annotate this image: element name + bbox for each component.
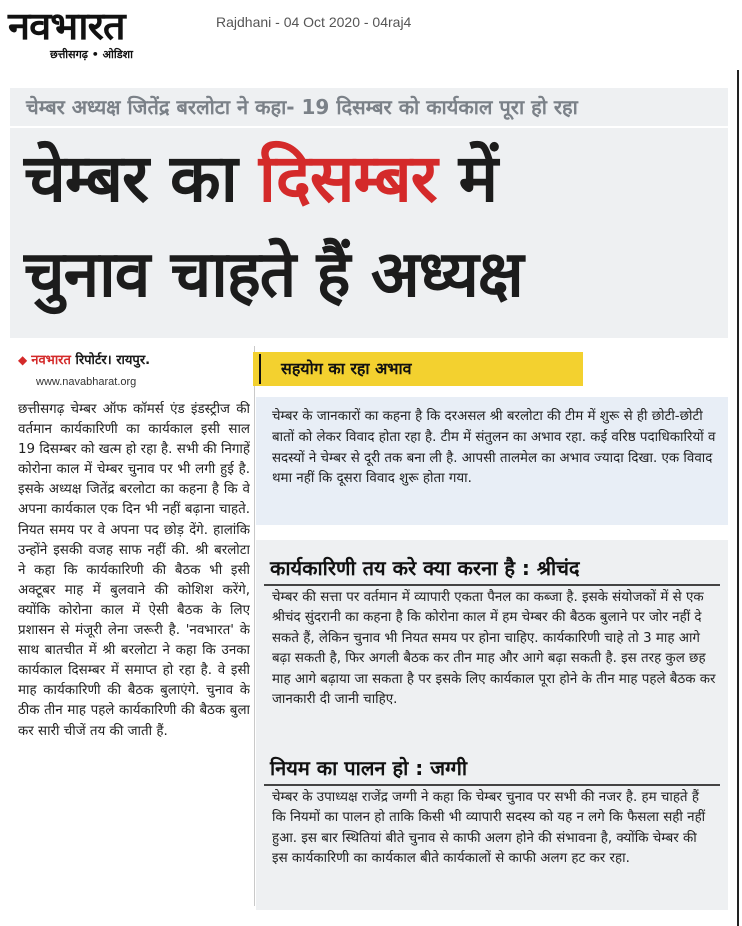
- subheading-rule: [264, 784, 720, 786]
- article-strapline: चेम्बर अध्यक्ष जितेंद्र बरलोटा ने कहा- 19 दिसम्बर को कार्यकाल पूरा हो रहा: [10, 88, 728, 126]
- website-url: www.navabharat.org: [36, 376, 137, 388]
- byline-brand: नवभारत: [31, 353, 71, 368]
- edition-info: Rajdhani - 04 Oct 2020 - 04raj4: [216, 14, 412, 30]
- byline-reporter: रिपोर्टर। रायपुर.: [70, 353, 151, 368]
- headline-part-end: में: [436, 140, 498, 217]
- section-tag: सहयोग का रहा अभाव: [253, 352, 583, 386]
- column-divider: [254, 346, 255, 906]
- info-box-lack-of-cooperation: चेम्बर के जानकारों का कहना है कि दरअसल श्री बरलोटा की टीम में शुरू से ही छोटी-छोटी बातों को लेकर विवाद होता रहा है. टीम में संतुलन का अभाव रहा. कई वरिष्ठ पदाधिकारियों व सदस्यों ने चेम्बर से दूरी तक बना ली है. आपसी तालमेल का अभाव ज्यादा दिखा. एक विवाद थमा नहीं कि दूसरा विवाद शुरू होता गया.: [256, 397, 728, 525]
- paragraph-jaggi: चेम्बर के उपाध्यक्ष राजेंद्र जग्गी ने कहा कि चेम्बर चुनाव पर सभी की नजर है. हम चाहते हैं कि नियमों का पालन हो ताकि किसी भी व्यापारी सदस्य को यह न लगे कि फैसला सही नहीं हुआ. इस बार स्थितियां बीते चुनाव से काफी अलग होने की संभावना है, क्योंकि चेम्बर की इस कार्यकारिणी का कार्यकाल बीते कार्यकालों से काफी अलग हट कर रहा.: [272, 790, 706, 867]
- headline-part-start: चेम्बर का: [24, 140, 259, 217]
- headline-highlight: दिसम्बर: [258, 140, 437, 217]
- headline-line-1: [24, 136, 497, 222]
- article-headline: [10, 128, 728, 338]
- logo-wordmark: नवभारत: [8, 4, 125, 48]
- subheading-shrichand: कार्यकारिणी तय करे क्या करना है : श्रीचंद: [270, 556, 580, 580]
- subheading-jaggi: नियम का पालन हो : जग्गी: [270, 756, 468, 780]
- quotes-box: [256, 540, 728, 910]
- page-edge-rule: [737, 70, 739, 926]
- byline-diamond-icon: ◆: [18, 353, 28, 367]
- byline: [18, 350, 150, 368]
- newspaper-logo: [4, 3, 194, 65]
- paragraph-shrichand: चेम्बर की सत्ता पर वर्तमान में व्यापारी एकता पैनल का कब्जा है. इसके संयोजकों में से एक श्रीचंद सुंदरानी का कहना है कि कोरोना काल में हम चेम्बर की बैठक बुलाने पर जोर नहीं दे सकते हैं, लेकिन चुनाव भी नियत समय पर होना चाहिए. कार्यकारिणी चाहे तो 3 माह आगे बढ़ा सकती है, फिर अगली बैठक कर तीन माह और आगे बढ़ा सकती है. इस तरह कुल छह माह आगे बढ़ाया जा सकता है पर इसके लिए कार्यकाल पूरा होने के तीन माह पहले बैठक कर जानकारी दी जानी चाहिए.: [272, 590, 716, 708]
- headline-line-2: चुनाव चाहते हैं अध्यक्ष: [24, 238, 523, 312]
- article-body: छत्तीसगढ़ चेम्बर ऑफ कॉमर्स एंड इंडस्ट्रीज की वर्तमान कार्यकारिणी का कार्यकाल इसी साल 19 दिसम्बर को खत्म हो रहा है. सभी की निगाहें कोरोना काल में चेम्बर चुनाव पर भी लगी हुई है. इसके अध्यक्ष जितेंद्र बरलोटा का कहना है कि वे अपना कार्यकाल एक दिन भी नहीं बढ़ाना चाहते. नियत समय पर वे अपना पद छोड़ देंगे. हालांकि उन्होंने इसकी वजह साफ नहीं की. श्री बरलोटा ने कहा कि कार्यकारिणी की बैठक भी इसी अक्टूबर माह में बुलवाने की कोशिश करेंगे, क्योंकि कोरोना काल में ऐसी बैठक के लिए प्रशासन से मंजूरी लेना जरूरी है. 'नवभारत' के साथ बातचीत में श्री बरलोटा ने कहा कि उनका कार्यकाल दिसम्बर में समाप्त हो रहा है. वे इसी माह कार्यकारिणी की बैठक बुलाएंगे. चुनाव के ठीक तीन माह पहले कार्यकारिणी की बैठक बुला कर सारी चीजें तय की जाती हैं.: [18, 402, 250, 739]
- subheading-rule: [264, 584, 720, 586]
- logo-regions: छत्तीसगढ़ • ओडिशा: [50, 48, 133, 61]
